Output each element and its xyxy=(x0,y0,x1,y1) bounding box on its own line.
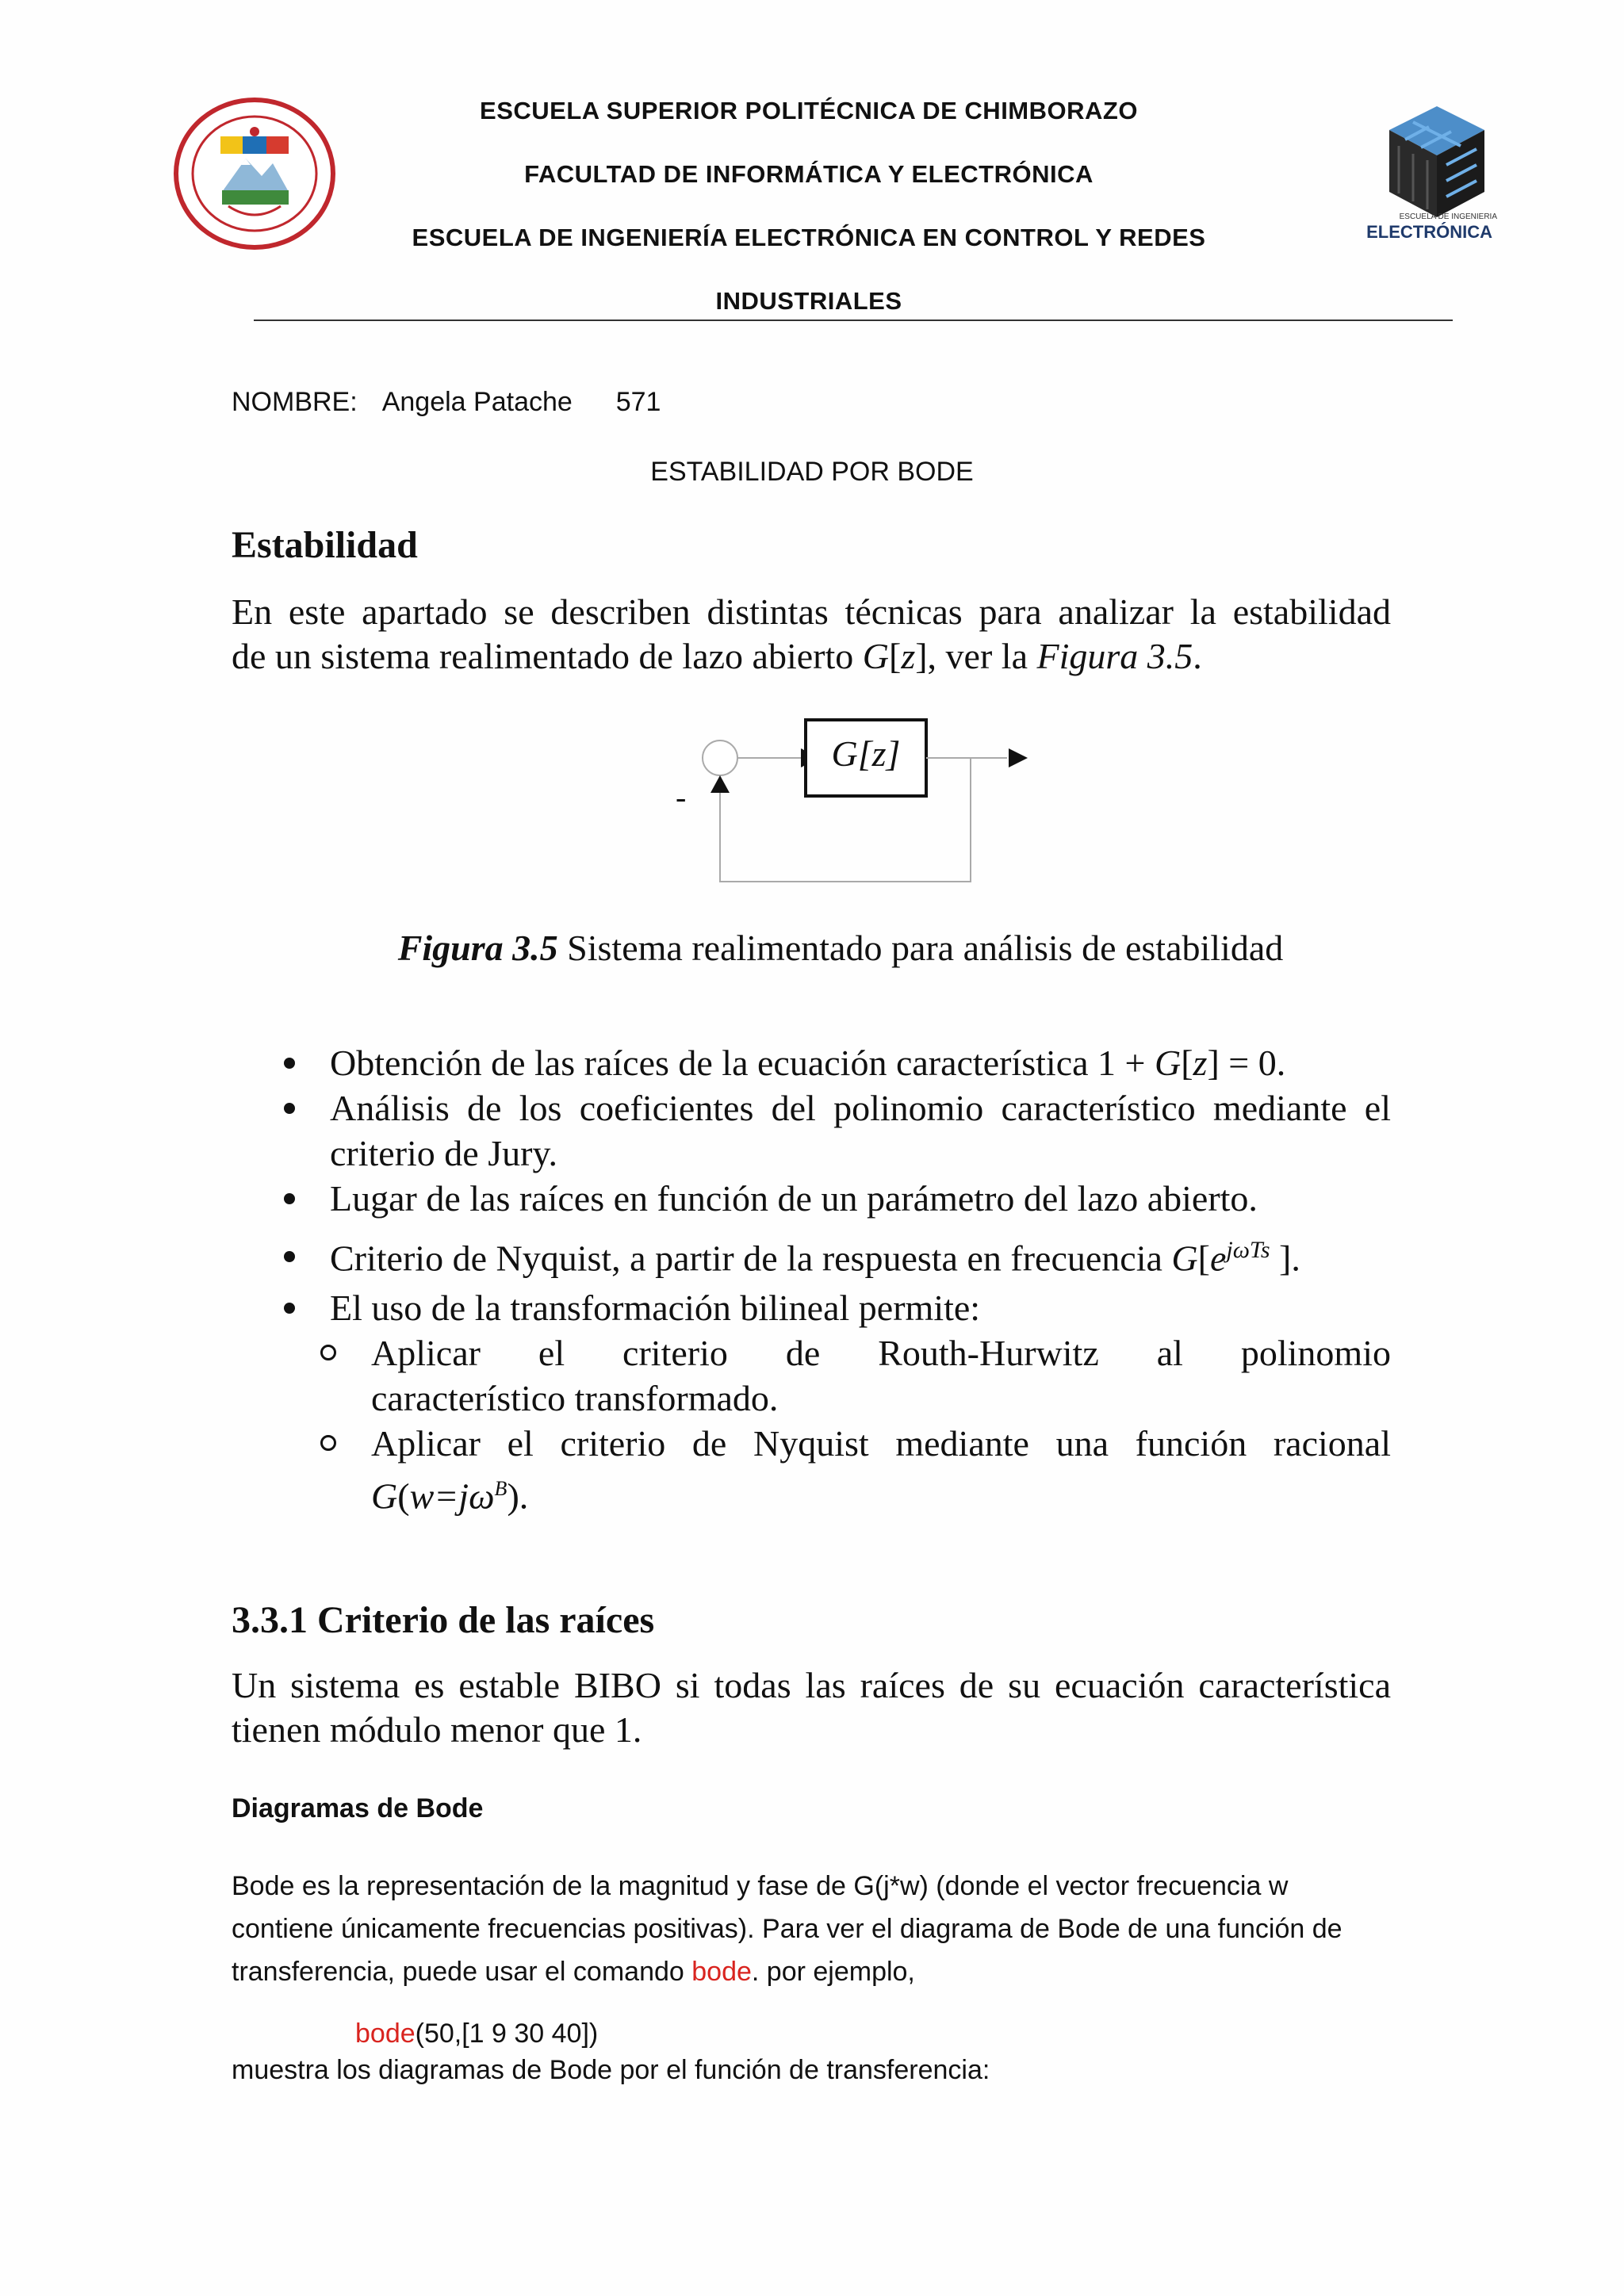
section1-G: G xyxy=(862,636,889,676)
bullet-dot xyxy=(284,1303,295,1314)
header-line-4: INDUSTRIALES xyxy=(715,287,902,315)
list-item xyxy=(273,1176,1391,1221)
list-item xyxy=(273,1040,1391,1085)
list-item xyxy=(273,1227,1391,1280)
section1-z: [z] xyxy=(888,636,928,676)
section2-line-2: tienen módulo menor que 1. xyxy=(232,1709,642,1750)
figure-caption-text: Sistema realimentado para análisis de estabilidad xyxy=(557,928,1284,968)
sub-bullet-circle xyxy=(320,1435,336,1451)
bullet1-end: ] = 0. xyxy=(1207,1043,1286,1083)
section-heading-criterio: 3.3.1 Criterio de las raíces xyxy=(232,1599,655,1641)
figure-caption xyxy=(0,926,1624,970)
bullet-dot xyxy=(284,1103,295,1114)
sub2-line-1: Aplicar el criterio de Nyquist mediante una función racional xyxy=(371,1423,1391,1464)
bode-line3-end: . por ejemplo, xyxy=(751,1957,915,1987)
section1-line-2 xyxy=(232,634,1391,679)
bullet-dot xyxy=(284,1193,295,1204)
bullet5-text: El uso de la transformación bilineal permite: xyxy=(330,1288,981,1329)
header-line-1: ESCUELA SUPERIOR POLITÉCNICA DE CHIMBORAZO xyxy=(480,97,1138,124)
electronica-school-logo xyxy=(1358,98,1497,257)
list-item xyxy=(273,1285,1391,1330)
sub1-line-1: Aplicar el criterio de Routh-Hurwitz al polinomio xyxy=(371,1333,1391,1374)
header-divider xyxy=(254,320,1453,321)
sub2-exponent: B xyxy=(494,1477,508,1501)
bullet1-z: z xyxy=(1193,1043,1208,1083)
bode-code-command: bode xyxy=(355,2019,416,2049)
bullet4-e: e xyxy=(1209,1238,1227,1279)
bullet-list xyxy=(273,1040,1391,1519)
student-label: NOMBRE: xyxy=(232,387,358,417)
bullet4-end: ]. xyxy=(1270,1238,1300,1279)
bullet1-bracket: [ xyxy=(1181,1043,1193,1083)
bullet1-G: G xyxy=(1154,1043,1182,1083)
sub1-line-2: característico transformado. xyxy=(371,1378,779,1419)
right-logo-small-text: ESCUELA DE INGENIERIA xyxy=(1399,212,1497,221)
bode-code-args: (50,[1 9 30 40]) xyxy=(415,2019,599,2049)
section2-paragraph xyxy=(232,1663,1391,1752)
bode-line3-text: transferencia, puede usar el comando xyxy=(232,1957,692,1987)
section1-text-b: , ver la xyxy=(927,636,1037,676)
section1-line-1: En este apartado se describen distintas técnicas para analizar la estabilidad xyxy=(232,591,1391,632)
bullet2-line-1: Análisis de los coeficientes del polinomio característico mediante el xyxy=(330,1088,1391,1128)
section1-text: de un sistema realimentado de lazo abierto xyxy=(232,636,863,676)
section2-line-1: Un sistema es estable BIBO si todas las raíces de su ecuación característica xyxy=(232,1665,1391,1705)
bullet4-exponent: jωTs xyxy=(1226,1237,1270,1263)
sub2-w: w=jω xyxy=(409,1475,495,1517)
bode-line-1: Bode es la representación de la magnitud y fase de G(j*w) (donde el vector frecuencia w xyxy=(232,1871,1289,1901)
header-line-3: ESCUELA DE INGENIERÍA ELECTRÓNICA EN CONTROL Y REDES xyxy=(412,224,1206,251)
bode-heading: Diagramas de Bode xyxy=(232,1793,484,1823)
right-logo-text: ELECTRÓNICA xyxy=(1366,222,1492,242)
summing-junction xyxy=(703,740,737,775)
bullet4-bracket: [ xyxy=(1197,1238,1210,1279)
sub2-paren: ( xyxy=(397,1475,410,1517)
bullet4-text: Criterio de Nyquist, a partir de la respuesta en frecuencia xyxy=(330,1238,1172,1279)
bode-line-4: muestra los diagramas de Bode por el función de transferencia: xyxy=(232,2055,990,2085)
bullet2-line-2: criterio de Jury. xyxy=(330,1133,557,1173)
feedback-block-diagram xyxy=(666,706,1047,888)
sub2-G: G xyxy=(371,1475,398,1517)
bode-line-3 xyxy=(232,1950,1421,1993)
section1-paragraph xyxy=(232,590,1391,679)
section-heading-estabilidad: Estabilidad xyxy=(232,524,418,566)
section1-end: . xyxy=(1193,636,1202,676)
section1-figure-ref: Figura 3.5 xyxy=(1036,636,1193,676)
sub2-line-2 xyxy=(371,1466,1391,1518)
bullet-dot xyxy=(284,1251,295,1262)
bullet4-G: G xyxy=(1171,1238,1198,1279)
student-name: Angela Patache xyxy=(381,387,573,417)
bode-code-example xyxy=(355,2019,598,2049)
sub-bullet-circle xyxy=(320,1345,336,1360)
header-line-2: FACULTAD DE INFORMÁTICA Y ELECTRÓNICA xyxy=(524,160,1094,188)
bode-paragraph xyxy=(232,1865,1421,1993)
sub-list-item xyxy=(216,1330,1391,1421)
sub2-end: ). xyxy=(507,1475,529,1517)
bullet-dot xyxy=(284,1058,295,1069)
document-title: ESTABILIDAD POR BODE xyxy=(650,457,974,487)
sub-list-item xyxy=(216,1421,1391,1518)
bode-line-2: contiene únicamente frecuencias positivas). Para ver el diagrama de Bode de una función de xyxy=(232,1914,1342,1944)
student-line xyxy=(232,387,661,418)
block-label: G[z] xyxy=(831,733,901,774)
student-code: 571 xyxy=(615,387,661,417)
bullet1-text: Obtención de las raíces de la ecuación característica 1 + xyxy=(330,1043,1155,1083)
bullet3-text: Lugar de las raíces en función de un parámetro del lazo abierto. xyxy=(330,1178,1258,1219)
bode-command-inline: bode xyxy=(691,1957,752,1987)
list-item xyxy=(273,1085,1391,1176)
figure-caption-label: Figura 3.5 xyxy=(397,928,558,968)
minus-sign: - xyxy=(676,779,687,815)
